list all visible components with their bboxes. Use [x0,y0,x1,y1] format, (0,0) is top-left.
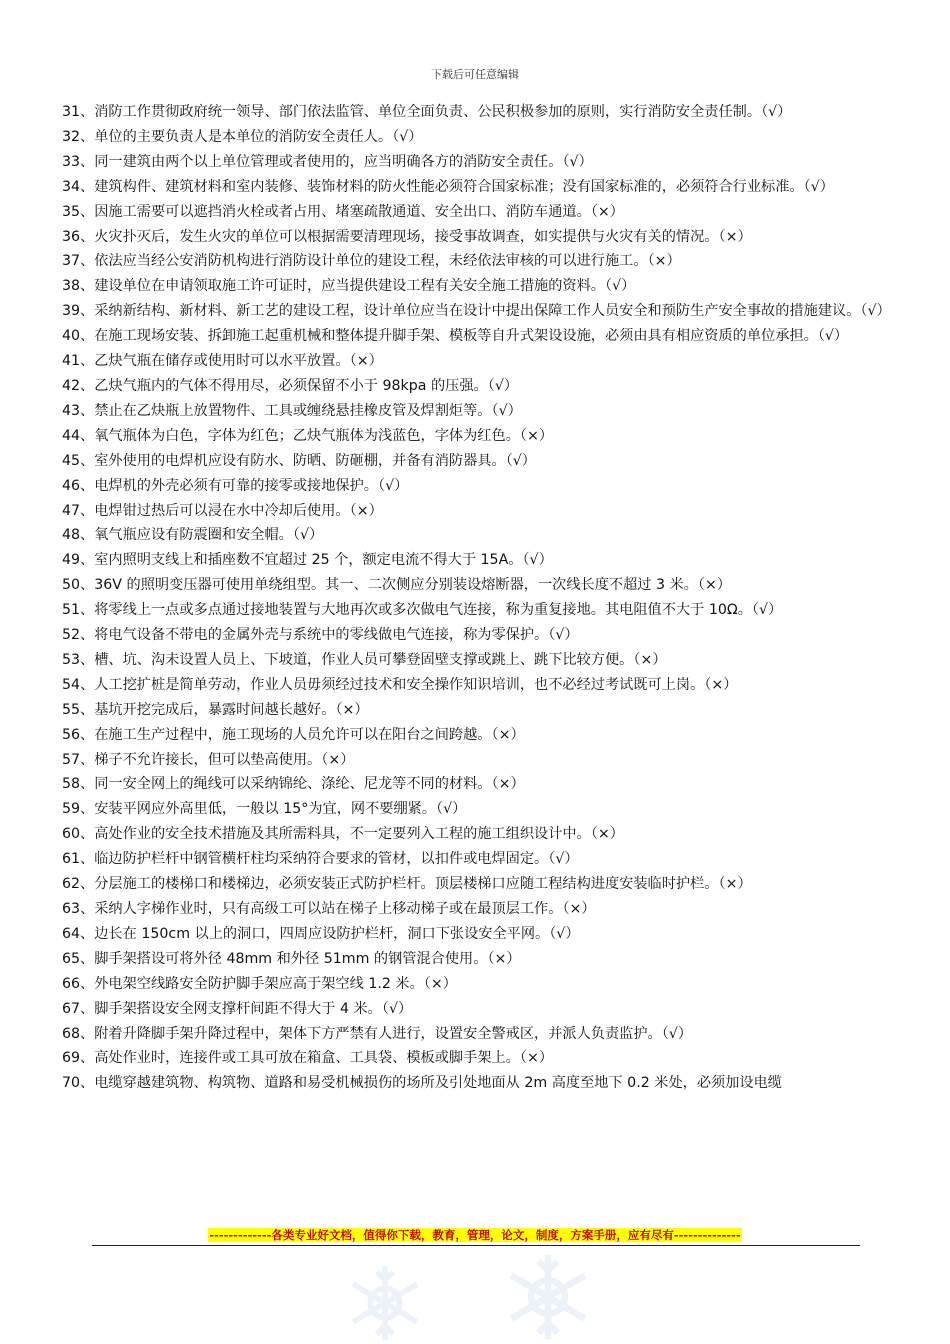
question-item: 66、外电架空线路安全防护脚手架应高于架空线 1.2 米。（×） [62,975,457,992]
question-item: 35、因施工需要可以遮挡消火栓或者占用、堵塞疏散通道、安全出口、消防车通道。（×） [62,203,624,220]
question-item: 58、同一安全网上的绳线可以采纳锦纶、涤纶、尼龙等不同的材料。（×） [62,776,525,793]
question-item: 37、依法应当经公安消防机构进行消防设计单位的建设工程，未经依法审核的可以进行施工。（×） [62,253,681,270]
question-item: 65、脚手架搭设可将外径 48mm 和外径 51mm 的钢管混合使用。（×） [62,950,521,967]
header-note: 下载后可任意编辑 [431,68,519,81]
question-item: 53、槽、坑、沟未设置人员上、下坡道，作业人员可攀登固壁支撑或跳上、跳下比较方便。（×） [62,651,667,668]
question-item: 49、室内照明支线上和插座数不宜超过 25 个，额定电流不得大于 15A。（√） [62,552,553,569]
question-item: 45、室外使用的电焊机应设有防水、防晒、防砸棚，并备有消防器具。（√） [62,452,536,469]
question-item: 44、氧气瓶体为白色，字体为红色；乙炔气瓶体为浅蓝色，字体为红色。（×） [62,427,554,444]
question-item: 64、边长在 150cm 以上的洞口，四周应设防护栏杆，洞口下张设安全平网。（√） [62,925,580,942]
question-item: 42、乙炔气瓶内的气体不得用尽，必须保留不小于 98kpa 的压强。（√） [62,377,519,394]
question-item: 33、同一建筑由两个以上单位管理或者使用的，应当明确各方的消防安全责任。（√） [62,153,593,170]
snowflake-watermark-icon [340,1262,430,1344]
question-item: 38、建设单位在申请领取施工许可证时，应当提供建设工程有关安全施工措施的资料。（√） [62,278,636,295]
question-item: 52、将电气设备不带电的金属外壳与系统中的零线做电气连接，称为零保护。（√） [62,627,579,644]
question-item: 67、脚手架搭设安全网支撑杆间距不得大于 4 米。（√） [62,1000,413,1017]
footer-banner [0,1227,950,1243]
question-item: 50、36V 的照明变压器可使用单绕组型。其一、二次侧应分别装设熔断器，一次线长度不超过 3 米。（×） [62,577,732,594]
question-item: 51、将零线上一点或多点通过接地装置与大地再次或多次做电气连接，称为重复接地。其电阻值不大于 10Ω。（√） [62,602,783,619]
question-item: 59、安装平网应外高里低，一般以 15°为宜，网不要绷紧。（√） [62,801,467,818]
question-item: 69、高处作业时，连接件或工具可放在箱盒、工具袋、模板或脚手架上。（×） [62,1050,554,1067]
question-item: 48、氧气瓶应设有防震圈和安全帽。（√） [62,527,324,544]
question-item: 61、临边防护栏杆中钢管横杆柱均采纳符合要求的管材，以扣件或电焊固定。（√） [62,851,579,868]
question-item: 63、采纳人字梯作业时，只有高级工可以站在梯子上移动梯子或在最顶层工作。（×） [62,901,596,917]
question-item: 70、电缆穿越建筑物、构筑物、道路和易受机械损伤的场所及引处地面从 2m 高度至地下 0.2 米处，必须加设电缆 [62,1075,782,1092]
question-item: 31、消防工作贯彻政府统一领导、部门依法监管、单位全面负责、公民积极参加的原则，实行消防安全责任制。（√） [62,104,792,120]
question-list [62,100,904,1096]
question-item: 60、高处作业的安全技术措施及其所需料具，不一定要列入工程的施工组织设计中。（×） [62,826,624,843]
question-item: 56、在施工生产过程中，施工现场的人员允许可以在阳台之间跨越。（×） [62,726,525,743]
question-item: 47、电焊钳过热后可以浸在水中冷却后使用。（×） [62,502,383,519]
question-item: 34、建筑构件、建筑材料和室内装修、装饰材料的防火性能必须符合国家标准；没有国家标准的，必须符合行业标准。（√） [62,178,834,195]
question-item: 40、在施工现场安装、拆卸施工起重机械和整体提升脚手架、模板等自升式架设设施，必须由具有相应资质的单位承担。（√） [62,328,849,345]
question-item: 41、乙炔气瓶在储存或使用时可以水平放置。（×） [62,353,383,370]
question-item: 39、采纳新结构、新材料、新工艺的建设工程，设计单位应当在设计中提出保障工作人员安全和预防生产安全事故的措施建议。（√） [62,303,891,320]
question-item: 57、梯子不允许接长，但可以垫高使用。（×） [62,751,355,768]
question-item: 68、附着升降脚手架升降过程中，架体下方严禁有人进行，设置安全警戒区，并派人负责监护。（√） [62,1025,693,1042]
question-item: 43、禁止在乙炔瓶上放置物件、工具或缠绕悬挂橡皮管及焊割炬等。（√） [62,402,522,419]
question-item: 32、单位的主要负责人是本单位的消防安全责任人。（√） [62,128,423,145]
question-item: 36、火灾扑灭后，发生火灾的单位可以根据需要清理现场，接受事故调查，如实提供与火灾有关的情况。（×） [62,228,752,245]
question-item: 46、电焊机的外壳必须有可靠的接零或接地保护。（√） [62,477,409,494]
footer-divider [92,1245,860,1246]
footer-banner-text: -------------各类专业好文档，值得你下载，教育，管理，论文，制度，方案手册，应有尽有-------------- [209,1228,741,1242]
question-item: 54、人工挖扩桩是简单劳动，作业人员毋须经过技术和安全操作知识培训，也不必经过考试既可上岗。（×） [62,676,738,693]
snowflake-watermark-icon [498,1250,598,1344]
question-item: 55、基坑开挖完成后，暴露时间越长越好。（×） [62,701,369,718]
question-item: 62、分层施工的楼梯口和楼梯边，必须安装正式防护栏杆。顶层楼梯口应随工程结构进度安装临时护栏。（×） [62,876,752,893]
